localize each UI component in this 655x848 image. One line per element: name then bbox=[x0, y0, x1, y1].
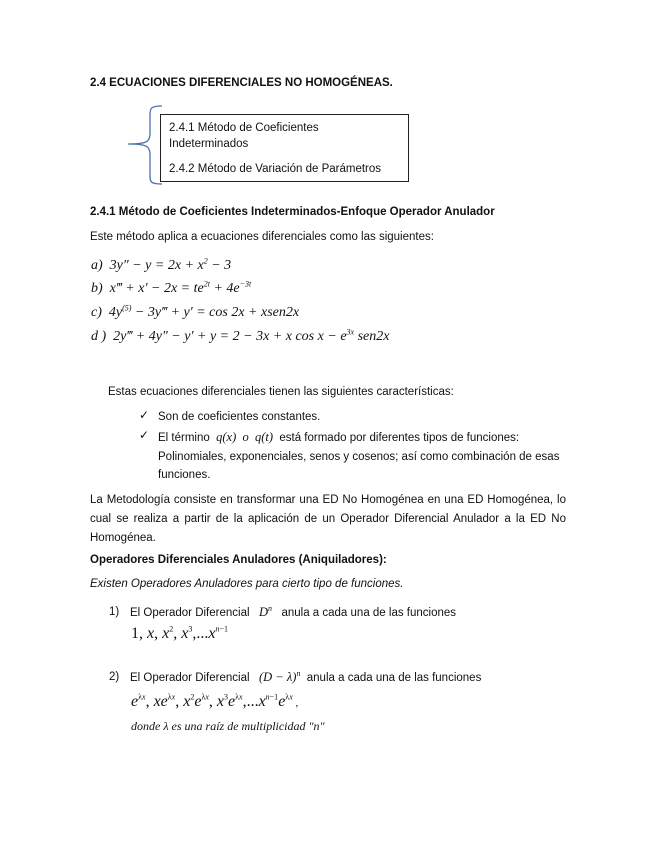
bullet-2: El término q(x) o q(t) está formado por diferentes tipos de funciones: bbox=[158, 430, 520, 444]
list-item-2-text-b: anula a cada una de las funciones bbox=[306, 672, 482, 684]
equation-b: b) x‴ + $x' - 2x = te^{2t} + 4e^{-3t}$ bbox=[91, 279, 252, 296]
subsection-title: 2.4.1 Método de Coeficientes Indeterminados-Enfoque Operador Anulador bbox=[90, 206, 495, 218]
equation-c-label: c) bbox=[91, 305, 102, 320]
list-item-2-text: El Operador Diferencial $(D - \lambda)^n$ anula a cada una de las funciones bbox=[130, 668, 482, 684]
list-item-2-text-a: El Operador Diferencial bbox=[130, 672, 250, 684]
check-icon: ✓ bbox=[139, 428, 150, 442]
list-item-1-text-b: anula a cada una de las funciones bbox=[281, 607, 457, 619]
list-item-2-note: donde λ es una raíz de multiplicidad "n" bbox=[131, 719, 325, 733]
bullet-2-suffix: está formado por diferentes tipos de funciones: bbox=[279, 432, 520, 444]
equation-b-label: b) bbox=[91, 281, 103, 296]
intro-text: Este método aplica a ecuaciones diferenciales como las siguientes: bbox=[90, 231, 434, 243]
subsections-box bbox=[160, 114, 409, 182]
box-item-2: 2.4.2 Método de Variación de Parámetros bbox=[169, 163, 382, 175]
list-item-1-text: El Operador Diferencial $D^n$ anula a cada una de las funciones bbox=[130, 603, 457, 619]
equation-a-label: a) bbox=[91, 258, 103, 273]
operators-title: Operadores Diferenciales Anuladores (Aniquiladores): bbox=[90, 554, 387, 566]
list-item-1-functions: 1, x, $x^2$, $x^3,...x^{n-1}$ bbox=[131, 624, 228, 642]
equation-a: a) $3y'' - y = 2x + x^2 - 3$ bbox=[91, 256, 232, 273]
bullet-2-prefix: El término bbox=[158, 432, 210, 444]
box-item-1-line-2: Indeterminados bbox=[169, 138, 249, 150]
equation-d-label: d ) bbox=[91, 329, 107, 344]
list-item-2-number: 2) bbox=[109, 671, 120, 683]
equation-d: d ) 2y‴ + 4y″ − y′ + y = 2 − 3x + x $\cos x - e^{3x}$ sen2x bbox=[91, 327, 390, 344]
bullet-1: Son de coeficientes constantes. bbox=[158, 411, 321, 423]
check-icon: ✓ bbox=[139, 408, 150, 422]
list-item-2-functions: $e^{\lambda x}$, $xe^{\lambda x}$, $x^2e^{\lambda x}$, $x^3e^{\lambda x},...x^{n-1}e^{\lambda x}$ , bbox=[131, 692, 299, 710]
methodology-paragraph: La Metodología consiste en transformar una ED No Homogénea en una ED Homogénea, lo cual se realiza a partir de la aplicación de un Operador Diferencial Anulador a la ED No Homogénea. bbox=[90, 494, 566, 544]
characteristics-intro: Estas ecuaciones diferenciales tienen las siguientes características: bbox=[108, 386, 454, 398]
bullet-2-mid: o bbox=[242, 430, 249, 444]
bullet-2-continuation-2: funciones. bbox=[158, 469, 211, 481]
box-item-1-line-1: 2.4.1 Método de Coeficientes bbox=[169, 122, 319, 134]
list-item-1-text-a: El Operador Diferencial bbox=[130, 607, 250, 619]
list-item-1-number: 1) bbox=[109, 606, 120, 618]
operators-intro: Existen Operadores Anuladores para cierto tipo de funciones. bbox=[90, 578, 404, 590]
brace-icon bbox=[124, 104, 164, 188]
section-title: 2.4 ECUACIONES DIFERENCIALES NO HOMOGÉNEAS. bbox=[90, 77, 393, 89]
equation-c: c) $4y^{(5)}$ − 3y‴ + y′ = cos 2x + xsen2x bbox=[91, 303, 300, 320]
bullet-2-continuation-1: Polinomiales, exponenciales, senos y cosenos; así como combinación de esas bbox=[158, 451, 560, 463]
